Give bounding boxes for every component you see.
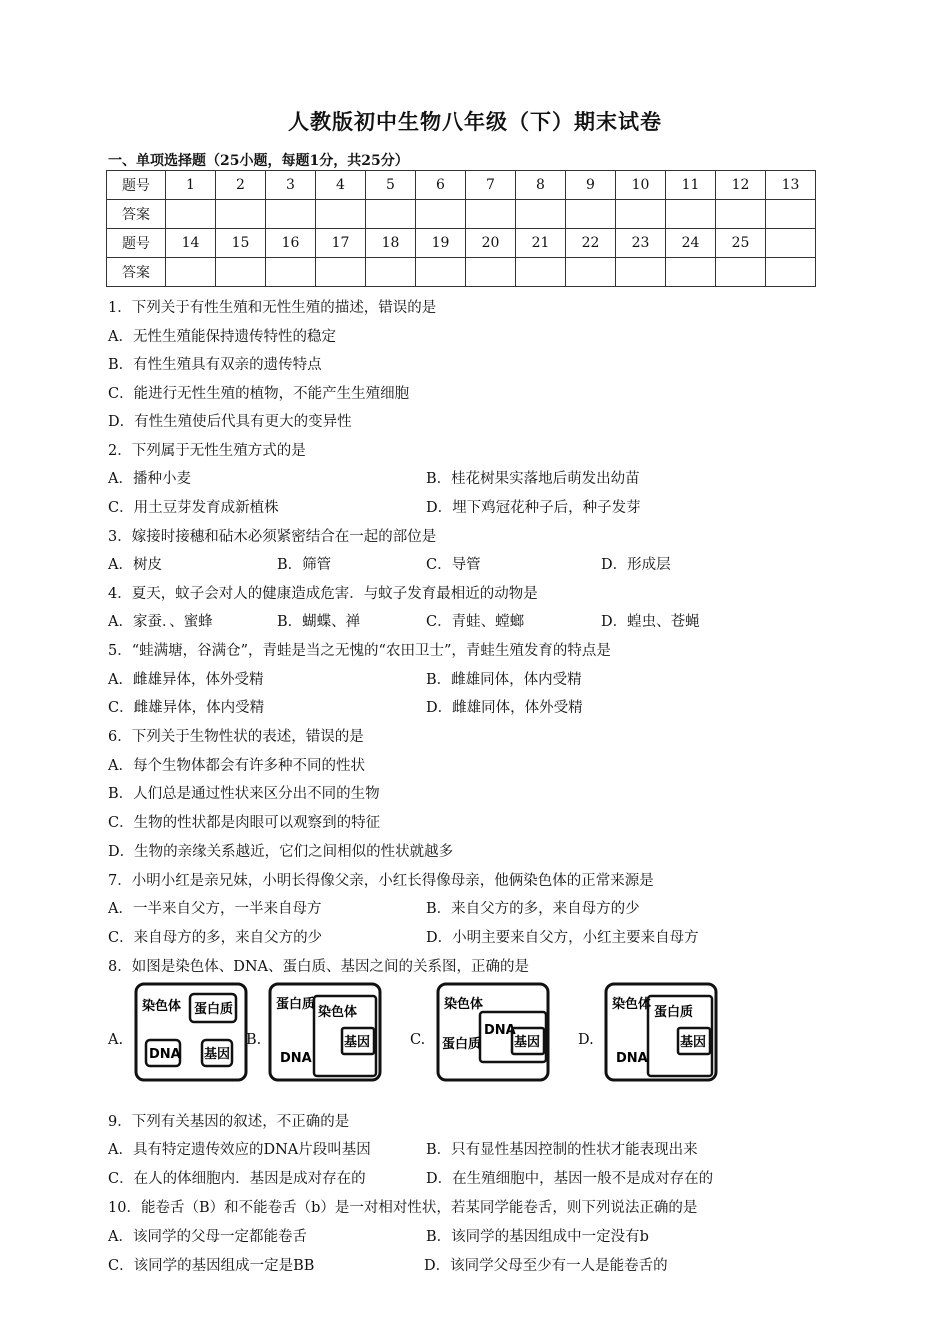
answer-cell[interactable]: [166, 200, 216, 229]
answer-cell[interactable]: [666, 200, 716, 229]
table-cell: 6: [416, 171, 466, 200]
row-label: 答案: [107, 200, 166, 229]
diagram-label: 蛋白质: [276, 997, 316, 1012]
section-heading: 一、单项选择题（25小题，每题1分，共25分）: [108, 153, 409, 169]
question-stem: 7．小明小红是亲兄妹，小明长得像父亲，小红长得像母亲，他俩染色体的正常来源是: [108, 873, 654, 889]
answer-cell[interactable]: [466, 258, 516, 287]
option-c[interactable]: C．青蛙、螳螂: [426, 614, 525, 630]
diagram-label: DNA: [149, 1047, 181, 1062]
option-d[interactable]: D．该同学父母至少有一人是能卷舌的: [424, 1258, 668, 1274]
question-stem: 5．“蛙满塘，谷满仓”，青蛙是当之无愧的“农田卫士”，青蛙生殖发育的特点是: [108, 643, 611, 659]
answer-cell[interactable]: [766, 258, 816, 287]
question-stem: 9．下列有关基因的叙述，不正确的是: [108, 1114, 350, 1130]
table-row: [107, 200, 816, 229]
table-cell: 20: [466, 229, 516, 258]
answer-cell[interactable]: [366, 200, 416, 229]
diagram-b: [268, 982, 382, 1082]
table-cell: 16: [266, 229, 316, 258]
option-a[interactable]: A．每个生物体都会有许多种不同的性状: [108, 758, 365, 774]
table-cell: 23: [616, 229, 666, 258]
option-b[interactable]: B．有性生殖具有双亲的遗传特点: [108, 357, 322, 373]
table-cell: 3: [266, 171, 316, 200]
answer-cell[interactable]: [516, 200, 566, 229]
question-stem: 10．能卷舌（B）和不能卷舌（b）是一对相对性状，若某同学能卷舌，则下列说法正确的是: [108, 1200, 698, 1216]
table-cell: 22: [566, 229, 616, 258]
option-b[interactable]: B.: [246, 1032, 262, 1048]
diagram-label: 染色体: [142, 999, 182, 1014]
diagram-a: [134, 982, 248, 1082]
diagram-label: 染色体: [318, 1005, 358, 1020]
option-c[interactable]: C．生物的性状都是肉眼可以观察到的特征: [108, 815, 381, 831]
diagram-label: DNA: [484, 1023, 516, 1038]
table-cell: 21: [516, 229, 566, 258]
page-title: 人教版初中生物八年级（下）期末试卷: [288, 109, 662, 134]
diagram-label: 基因: [680, 1035, 707, 1050]
diagram-label: DNA: [616, 1051, 648, 1066]
option-b[interactable]: B．来自父方的多，来自母方的少: [426, 901, 640, 917]
option-a[interactable]: A．雌雄异体，体外受精: [108, 672, 264, 688]
option-b[interactable]: B．人们总是通过性状来区分出不同的生物: [108, 786, 380, 802]
answer-cell[interactable]: [666, 258, 716, 287]
answer-cell[interactable]: [216, 258, 266, 287]
table-cell: 19: [416, 229, 466, 258]
option-b[interactable]: B．只有显性基因控制的性状才能表现出来: [426, 1142, 698, 1158]
option-a[interactable]: A．家蚕．、蜜蜂: [108, 614, 213, 630]
answer-cell[interactable]: [516, 258, 566, 287]
answer-cell[interactable]: [166, 258, 216, 287]
table-cell: 12: [716, 171, 766, 200]
diagram-label: 基因: [514, 1035, 541, 1050]
option-a[interactable]: A．该同学的父母一定都能卷舌: [108, 1229, 307, 1245]
option-b[interactable]: B．桂花树果实落地后萌发出幼苗: [426, 471, 640, 487]
option-c[interactable]: C．来自母方的多，来自父方的少: [108, 930, 323, 946]
diagram-label: 基因: [204, 1047, 231, 1062]
question-stem: 4．夏天，蚊子会对人的健康造成危害．与蚊子发育最相近的动物是: [108, 586, 538, 602]
row-label: 题号: [107, 171, 166, 200]
answer-cell[interactable]: [566, 258, 616, 287]
question-stem: 1．下列关于有性生殖和无性生殖的描述，错误的是: [108, 300, 437, 316]
table-cell: 17: [316, 229, 366, 258]
answer-cell[interactable]: [766, 200, 816, 229]
diagram-label: 蛋白质: [194, 1002, 234, 1017]
diagram-d: [604, 982, 718, 1082]
row-label: 题号: [107, 229, 166, 258]
table-cell: 15: [216, 229, 266, 258]
option-b[interactable]: B．雌雄同体，体内受精: [426, 672, 582, 688]
option-c[interactable]: C．导管: [426, 557, 481, 573]
option-a[interactable]: A．一半来自父方，一半来自母方: [108, 901, 322, 917]
option-c[interactable]: C.: [410, 1032, 426, 1048]
answer-cell[interactable]: [366, 258, 416, 287]
option-b[interactable]: B．该同学的基因组成中一定没有b: [426, 1229, 649, 1245]
option-d[interactable]: D．雌雄同体，体外受精: [426, 700, 583, 716]
question-stem: 3．嫁接时接穗和砧木必须紧密结合在一起的部位是: [108, 529, 437, 545]
option-d[interactable]: D．埋下鸡冠花种子后，种子发芽: [426, 500, 641, 516]
option-d[interactable]: D．小明主要来自父方，小红主要来自母方: [426, 930, 699, 946]
option-c[interactable]: C．用土豆芽发育成新植株: [108, 500, 279, 516]
answer-cell[interactable]: [466, 200, 516, 229]
table-cell: 11: [666, 171, 716, 200]
option-b[interactable]: B．筛管: [277, 557, 332, 573]
table-cell: 1: [166, 171, 216, 200]
table-cell: 5: [366, 171, 416, 200]
question-stem: 8．如图是染色体、DNA、蛋白质、基因之间的关系图，正确的是: [108, 959, 530, 975]
question-stem: 2．下列属于无性生殖方式的是: [108, 443, 306, 459]
question-stem: 6．下列关于生物性状的表述，错误的是: [108, 729, 364, 745]
answer-cell[interactable]: [266, 258, 316, 287]
table-row: [107, 229, 816, 258]
table-row: [107, 258, 816, 287]
diagram-label: 染色体: [612, 997, 652, 1012]
answer-cell[interactable]: [566, 200, 616, 229]
table-cell: 7: [466, 171, 516, 200]
answer-cell[interactable]: [716, 258, 766, 287]
table-cell: 2: [216, 171, 266, 200]
option-d[interactable]: D．在生殖细胞中，基因一般不是成对存在的: [426, 1171, 714, 1187]
table-cell: 14: [166, 229, 216, 258]
table-row: [107, 171, 816, 200]
diagram-c: [436, 982, 550, 1082]
table-cell: [766, 229, 816, 258]
answer-cell[interactable]: [216, 200, 266, 229]
option-b[interactable]: B．蝴蝶、禅: [277, 614, 361, 630]
option-d[interactable]: D．有性生殖使后代具有更大的变异性: [108, 414, 352, 430]
table-cell: 10: [616, 171, 666, 200]
table-cell: 4: [316, 171, 366, 200]
answer-table: [106, 170, 816, 287]
diagram-label: 基因: [344, 1035, 371, 1050]
answer-cell[interactable]: [266, 200, 316, 229]
table-cell: 18: [366, 229, 416, 258]
diagram-label: 蛋白质: [442, 1037, 482, 1052]
diagram-label: 蛋白质: [654, 1005, 694, 1020]
answer-cell[interactable]: [616, 258, 666, 287]
option-d[interactable]: D．蝗虫、苍蝇: [601, 614, 700, 630]
option-a[interactable]: A.: [108, 1032, 124, 1048]
answer-cell[interactable]: [616, 200, 666, 229]
table-cell: 9: [566, 171, 616, 200]
option-d[interactable]: D．生物的亲缘关系越近，它们之间相似的性状就越多: [108, 844, 454, 860]
diagram-label: 染色体: [444, 997, 484, 1012]
option-a[interactable]: A．具有特定遗传效应的DNA片段叫基因: [108, 1142, 371, 1158]
option-c[interactable]: C．在人的体细胞内．基因是成对存在的: [108, 1171, 366, 1187]
answer-cell[interactable]: [716, 200, 766, 229]
answer-cell[interactable]: [416, 258, 466, 287]
answer-cell[interactable]: [316, 258, 366, 287]
table-cell: 8: [516, 171, 566, 200]
option-a[interactable]: A．树皮: [108, 557, 162, 573]
answer-cell[interactable]: [316, 200, 366, 229]
table-cell: 24: [666, 229, 716, 258]
option-c[interactable]: C．雌雄异体，体内受精: [108, 700, 265, 716]
option-a[interactable]: A．播种小麦: [108, 471, 191, 487]
table-cell: 25: [716, 229, 766, 258]
option-d[interactable]: D．形成层: [601, 557, 671, 573]
option-c[interactable]: C．能进行无性生殖的植物，不能产生生殖细胞: [108, 386, 410, 402]
diagram-label: DNA: [280, 1051, 312, 1066]
option-a[interactable]: A．无性生殖能保持遗传特性的稳定: [108, 329, 336, 345]
row-label: 答案: [107, 258, 166, 287]
table-cell: 13: [766, 171, 816, 200]
option-d[interactable]: D.: [578, 1032, 594, 1048]
option-c[interactable]: C．该同学的基因组成一定是BB: [108, 1258, 315, 1274]
answer-cell[interactable]: [416, 200, 466, 229]
